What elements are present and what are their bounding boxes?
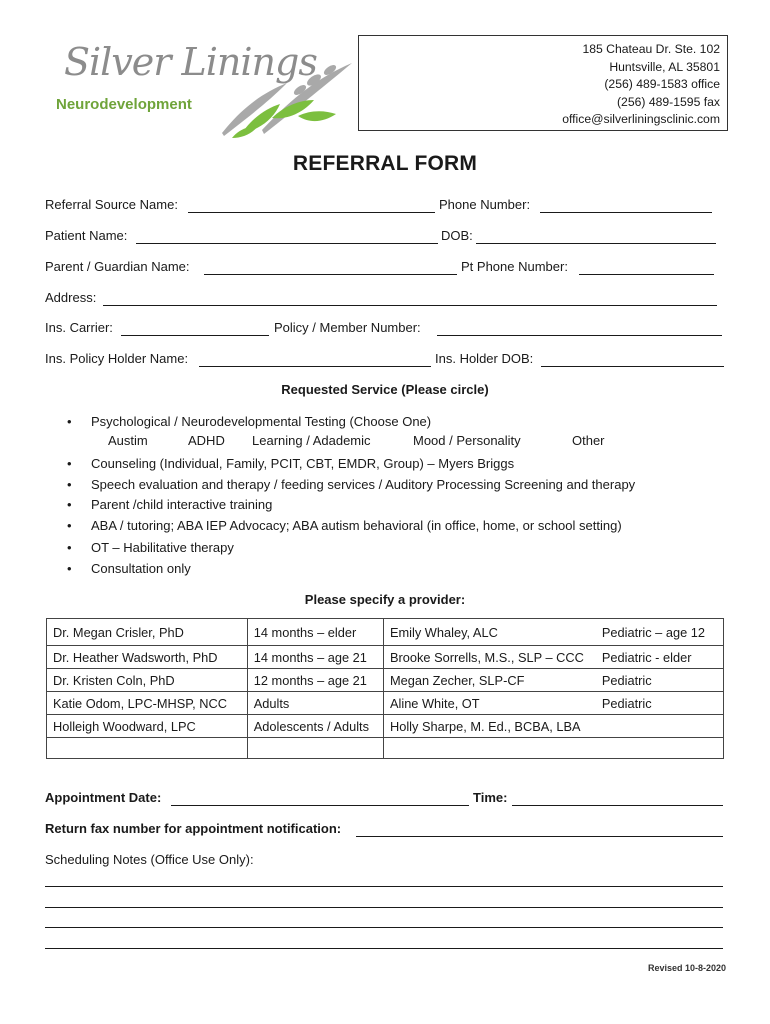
address-fax: (256) 489-1595 fax — [617, 94, 720, 109]
provider-name: Aline White, OT — [383, 692, 595, 715]
table-row[interactable] — [47, 619, 724, 646]
provider-ages: Pediatric — [596, 692, 724, 715]
provider-ages: 14 months – age 21 — [247, 646, 383, 669]
address-office-phone: (256) 489-1583 office — [604, 77, 720, 92]
provider-ages — [596, 715, 724, 738]
provider-name: Dr. Megan Crisler, PhD — [47, 619, 248, 646]
appointment-time-field[interactable] — [512, 805, 723, 806]
provider-name: Katie Odom, LPC-MHSP, NCC — [47, 692, 248, 715]
holder-dob-label: Ins. Holder DOB: — [435, 351, 534, 366]
clinic-address-box — [358, 35, 728, 131]
appointment-date-field[interactable] — [171, 805, 469, 806]
phone-field[interactable] — [540, 212, 712, 213]
guardian-field[interactable] — [204, 274, 457, 275]
table-row[interactable] — [47, 646, 724, 669]
provider-ages: 12 months – age 21 — [247, 669, 383, 692]
dob-label: DOB: — [441, 228, 473, 243]
logo-name: Silver Linings — [64, 40, 317, 84]
revision-date: Revised 10-8-2020 — [648, 963, 727, 973]
logo-subtitle: Neurodevelopment — [56, 96, 192, 113]
provider-ages: Adults — [247, 692, 383, 715]
provider-name: Dr. Heather Wadsworth, PhD — [47, 646, 248, 669]
guardian-label: Parent / Guardian Name: — [45, 259, 190, 274]
phone-label: Phone Number: — [439, 197, 531, 212]
referral-source-label: Referral Source Name: — [45, 197, 178, 212]
table-row[interactable] — [47, 692, 724, 715]
table-row-blank[interactable] — [47, 738, 724, 759]
ins-carrier-label: Ins. Carrier: — [45, 320, 113, 335]
provider-ages: Pediatric — [596, 669, 724, 692]
pt-phone-label: Pt Phone Number: — [461, 259, 568, 274]
provider-name: Dr. Kristen Coln, PhD — [47, 669, 248, 692]
patient-name-field[interactable] — [136, 243, 438, 244]
address-field[interactable] — [103, 305, 717, 306]
policy-holder-field[interactable] — [199, 366, 431, 367]
testing-option-adhd[interactable]: ADHD — [188, 433, 225, 448]
address-street: 185 Chateau Dr. Ste. 102 — [582, 42, 720, 56]
guardian-row — [45, 259, 725, 279]
policy-holder-label: Ins. Policy Holder Name: — [45, 351, 189, 366]
policy-holder-row — [45, 351, 725, 371]
appointment-row — [45, 790, 725, 810]
address-city: Huntsville, AL 35801 — [609, 59, 720, 74]
table-row[interactable] — [47, 715, 724, 738]
services-heading: Requested Service (Please circle) — [281, 382, 489, 397]
appointment-date-label: Appointment Date: — [45, 790, 162, 805]
return-fax-label: Return fax number for appointment notification: — [45, 821, 342, 836]
testing-option-other[interactable]: Other — [572, 433, 605, 448]
provider-ages: Pediatric – age 12 — [596, 619, 724, 646]
provider-name: Megan Zecher, SLP-CF — [383, 669, 595, 692]
address-label: Address: — [45, 290, 97, 305]
testing-option-learning[interactable]: Learning / Adademic — [252, 433, 371, 448]
notes-label: Scheduling Notes (Office Use Only): — [45, 852, 254, 867]
policy-field[interactable] — [437, 335, 722, 336]
notes-line[interactable] — [45, 948, 723, 949]
notes-row — [45, 852, 725, 872]
provider-name: Holly Sharpe, M. Ed., BCBA, LBA — [383, 715, 595, 738]
provider-ages: Pediatric - elder — [596, 646, 724, 669]
notes-line[interactable] — [45, 927, 723, 928]
clinic-logo — [52, 38, 352, 148]
provider-table — [46, 618, 724, 759]
referral-source-row — [45, 197, 725, 217]
patient-row — [45, 228, 725, 248]
provider-name: Holleigh Woodward, LPC — [47, 715, 248, 738]
insurance-row — [45, 320, 725, 340]
pt-phone-field[interactable] — [579, 274, 714, 275]
return-fax-field[interactable] — [356, 836, 723, 837]
appointment-time-label: Time: — [473, 790, 508, 805]
address-email: office@silverliningsclinic.com — [562, 112, 720, 127]
notes-line[interactable] — [45, 886, 723, 887]
provider-name: Emily Whaley, ALC — [383, 619, 595, 646]
dob-field[interactable] — [476, 243, 716, 244]
provider-ages: 14 months – elder — [247, 619, 383, 646]
ins-carrier-field[interactable] — [121, 335, 269, 336]
testing-option-mood[interactable]: Mood / Personality — [413, 433, 521, 448]
provider-name: Brooke Sorrells, M.S., SLP – CCC — [383, 646, 595, 669]
page-title: REFERRAL FORM — [292, 152, 478, 175]
holder-dob-field[interactable] — [541, 366, 724, 367]
patient-name-label: Patient Name: — [45, 228, 128, 243]
referral-source-field[interactable] — [188, 212, 435, 213]
address-row — [45, 290, 725, 310]
return-fax-row — [45, 821, 725, 841]
policy-label: Policy / Member Number: — [274, 320, 421, 335]
notes-line[interactable] — [45, 907, 723, 908]
table-row[interactable] — [47, 669, 724, 692]
provider-ages: Adolescents / Adults — [247, 715, 383, 738]
provider-heading: Please specify a provider: — [304, 592, 466, 607]
testing-option-autism[interactable]: Austim — [108, 433, 148, 448]
